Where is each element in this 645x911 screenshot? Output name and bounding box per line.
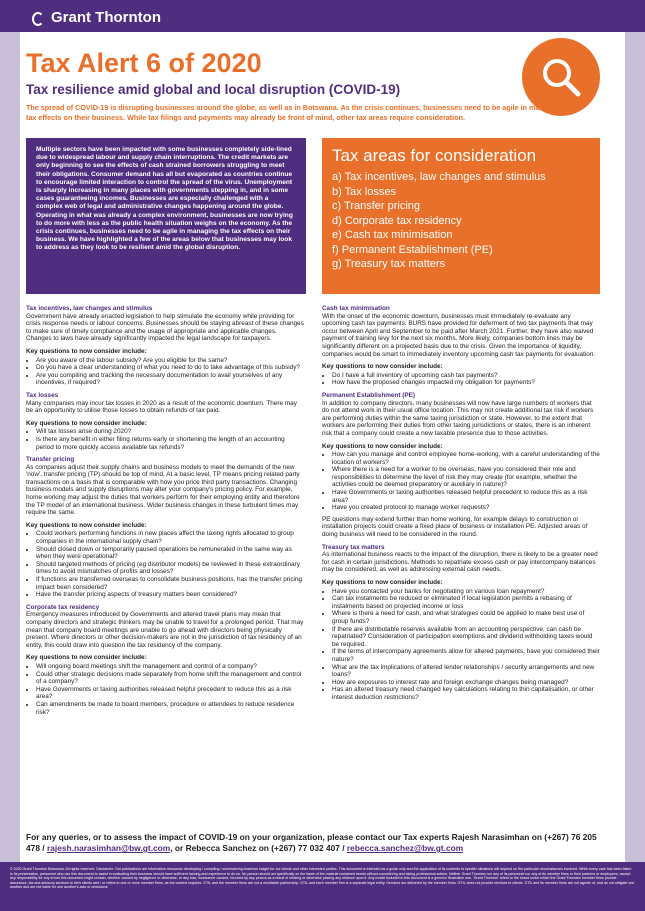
question-list [26,357,304,387]
tax-areas-box [322,138,600,294]
key-questions-label: Key questions to now consider include: [322,363,443,371]
section-text: PE questions may extend further than home working, for example delays to construction or installation projects could create a fixed place of business or installation PE. Adjusted areas of doing business will need to be considered in the round. [322,515,588,539]
question-item: • Should closed down or temporarily paused operations be remunerated in the same way as when they were operational? [36,546,304,561]
question-list [322,451,600,512]
question-item: • Where is there a need for cash, and what strategies could be applied to make best use of group funds? [332,610,600,625]
question-item: • Have you contacted your banks for negotiating on various loan repayment? [332,588,600,596]
section-heading: Cash tax minimisation [322,305,390,312]
question-item: • How can you manage and control employee home-working, with a careful understanding of the location of workers? [332,451,600,466]
section-text: Government have already enacted legislation to help stimulate the economy while providing for crisis response needs or labour concerns. Businesses should be staying abreast of these changes to make sure of timely compliance and the usage of appropriate and applicable changes. Changes to laws have already significantly impacted the legal landscape for taxpayers. [26,312,304,343]
overview-box [26,138,306,294]
tax-area-item: g) Treasury tax matters [332,258,446,270]
question-item: • How are exposures to interest rate and foreign exchange changes being managed? [332,679,600,687]
key-questions-label: Key questions to now consider include: [26,521,147,529]
right-border [625,32,645,862]
tax-area-item: d) Corporate tax residency [332,214,462,227]
tax-area-item: a) Tax incentives, law changes and stimulus [332,171,546,183]
magnifier-icon [537,53,585,101]
question-item: • If there are distributable reserves available from an accounting perspective, can cash be repatriated? Consideration of participation exemptions and dividend withholding taxes would be required. [332,626,600,649]
question-item: • Can amendments be made to board members, procedure or attendees to reduce residence risk? [36,701,304,716]
question-item: • Have Governments or taxing authorities released helpful precedent to reduce this as a risk area? [36,686,304,701]
question-list [322,588,600,702]
question-item: • Could workers performing functions in new places affect the taxing rights allocated to group companies in the international supply chain? [36,530,304,545]
overview-text: Multiple sectors have been impacted with some businesses completely side-lined due to widespread labour and supply chain interruptions. The credit markets are only beginning to see the effects of cash strained borrowers struggling to meet their obligations. Consumer demand has all but evaporated as countries continue to encourage limited interaction to control the spread of the virus. Unemployment is sharply increasing in many places with governments stepping in, and in some cases guaranteeing incomes. Businesses are especially challenged with a complex web of legal and administrative changes happening around the globe. Operating in what was already a complex environment, businesses are now trying to do more with less as the public health situation weighs on the economy. As the crisis continues, businesses need to be agile in managing the tax effects on their business. We have highlighted a few of the areas below that businesses may look to address as they look to be resilient amid the global disruption. [36,146,293,252]
contact-line [26,832,606,854]
tax-area-item: b) Tax losses [332,185,396,198]
right-column [322,300,600,702]
question-item: • Should targeted methods of pricing (eg distributor models) be reviewed in these extraordinary times to avoid mismatches of profits and losses? [36,561,304,576]
section-text: In addition to company directors, many businesses will now have large numbers of workers that do not attend work in their usual office location. This may not create additional tax risk if workers are performing duties within the same taxing jurisdiction or state. However, to the extent that workers are performing their duties from other taxing jurisdictions or states, there is an inherent risk that a company could create a new taxable presence due to those activities. [322,399,594,437]
question-item: • Do I have a full inventory of upcoming cash tax payments? [332,372,600,380]
question-item: • Do you have a clear understanding of what you need to do to take advantage of this subsidy? [36,364,304,372]
contact-text: , or Rebecca Sanchez on (+267) 77 032 407 / [170,843,347,853]
tax-area-item: c) Transfer pricing [332,200,421,212]
section-heading: Corporate tax residency [26,603,100,611]
tax-areas-list [322,170,600,272]
question-list [26,530,304,598]
key-questions-label: Key questions to now consider include: [322,442,443,450]
section-text: Many companies may incur tax losses in 2020 as a result of the economic downturn. There may be an opportunity to utilise those losses to obtain refunds of tax paid. [26,399,297,415]
left-border [0,32,20,862]
question-item: • Could other strategic decisions made separately from home shift the management and control of a company? [36,671,304,686]
question-item: • How have the proposed changes impacted my obligation for payments? [332,379,600,387]
key-questions-label: Key questions to now consider include: [26,419,147,427]
question-item: • Will ongoing board meetings shift the management and control of a company? [36,663,304,671]
question-item: • Have Governments or taxing authorities released helpful precedent to reduce this as a risk area? [332,489,600,504]
tax-areas-heading: Tax areas for consideration [332,146,537,165]
key-questions-label: Key questions to now consider include: [26,654,147,662]
tax-area-item: f) Permanent Establishment (PE) [332,243,493,256]
section-text: Emergency measures introduced by Governments and altered travel plans may mean that company directors and strategic thinkers may be unable to travel for a prolonged period. That may mean that company board meetings are unable to go ahead with directors being physically present. Where directors or other decision-makers are not in the jurisdiction of tax residency of an entity, this could draw into question the tax residency of the company. [26,611,304,649]
top-banner [0,0,645,32]
key-questions-label: Key questions to now consider include: [26,347,147,355]
question-item: • Has an altered treasury need changed key calculations relating to thin capitalisation, or other interest deduction restrictions? [332,686,600,701]
brand-name: Grant Thornton [51,8,161,26]
question-item: • Have you created protocol to manage worker requests? [332,504,600,512]
section-heading: Tax incentives, law changes and stimulus [26,305,153,312]
email-link-rebecca[interactable]: rebecca.sanchez@bw.gt.com [346,843,464,853]
page-title: Tax Alert 6 of 2020 [26,48,262,78]
question-item: • Are you aware of the labour subsidy? Are you eligible for the same? [36,357,304,365]
section-text: With the onset of the economic downturn, businesses must immediately re-evaluate any upcoming cash tax payments. BURS have provided for deferment of two tax payments that may occur between April and September to be paid after March 2021. Further, they have also waived payment of training levy for the next six months. More likely, companies bottom lines may be significantly different on a projected basis due to the crisis. Given the importance of liquidity, companies would be smart to immediately inventory upcoming cash tax payments for evaluation. [322,312,596,358]
question-item: • Is there any benefit in either filing returns early or shortening the length of an accounting period to more quickly access available tax refunds? [36,436,304,451]
question-list [322,372,600,387]
question-list [26,428,304,451]
section-text: As companies adjust their supply chains and business models to meet the demands of the new 'now', transfer pricing (TP) should be top of mind. At a basic level, TP means pricing related party transactions on a basis that is comparable with how you price third party transactions. Changing business models and supply disruptions may alter your company's pricing policy. For example, home working may adjust the duties that workers perform for their employing entity and therefore the TP model of an international business. Wider business changes in these turbulent times may require the same. [26,463,300,517]
question-item: • If functions are transferred overseas to consolidate business positions, has the transfer pricing impact been considered? [36,576,304,591]
question-item: • If the terms of intercompany agreements allow for altered payments, have you considered their nature? [332,648,600,663]
section-heading: Treasury tax matters [322,543,385,551]
page-subtitle: Tax resilience amid global and local disruption (COVID-19) [26,82,401,97]
contact-text: For any queries, or to assess the impact of COVID-19 on your organization, please contact our Tax experts Rajesh Narasimhan on (+267) 76 205 478 / [26,832,597,853]
email-link-rajesh[interactable]: rajesh.narasimhan@bw.gt.com [46,843,171,853]
key-questions-label: Key questions to now consider include: [322,579,443,586]
tax-area-item: e) Cash tax minimisation [332,229,453,241]
section-heading: Permanent Establishment (PE) [322,391,416,399]
question-item: • What are the tax implications of altered lender relationships / security arrangements and new loans? [332,664,600,679]
left-column [26,300,304,716]
question-item: • Will tax losses arise during 2020? [36,428,304,436]
question-item: • Where there is a need for a worker to be overseas, have you considered their role and responsibilities to determine the level of risk they may create (for example, whether the activities could be deemed preparatory or auxiliary in nature)? [332,466,600,489]
logo-icon [26,7,46,27]
intro-paragraph: The spread of COVID-19 is disrupting businesses around the globe, as well as in Botswana. As the crisis continues, businesses need to be agile in managing the tax effects on their business. While tax filings and payments may already be front of mind, other tax areas require consideration. [26,103,576,122]
question-item: • Can tax instalments be reduced or eliminated if local legislation permits a rebasing of instalments based on projected income or loss [332,595,600,610]
section-heading: Tax losses [26,391,59,399]
section-heading: Transfer pricing [26,456,75,464]
question-item: • Have the transfer pricing aspects of treasury matters been considered? [36,591,304,599]
grant-thornton-logo [26,6,161,28]
footer-disclaimer [0,862,645,911]
question-list [26,663,304,716]
question-item: • Are you compiling and tracking the necessary documentation to avail yourselves of any incentives, if required? [36,372,304,387]
disclaimer-text: © 2020 Grant Thornton Botswana. All rights reserved. Disclaimer: Our publications are information resources developing / compiling / summarizing business insight for our clients and other interested parties. This document is intended as a guide only and the application of its contents to specific situations will depend on the particular circumstances involved. While every care has been taken in its presentation, personnel who use this document to assist in evaluating their business should have sufficient training and experience to do so. No person should act specifically on the basis of the material contained herein without considering and taking professional advice. Neither Grant Thornton nor any of its personnel nor any of its member firms or their partners or employees, accept any responsibility for any errors this document might contain, whether caused by negligence or otherwise, or any loss, howsoever caused, incurred by any person as a result of utilising or otherwise placing any reliance upon it. Any model included in this document is a generic/ illustrative one. 'Grant Thornton' refers to the brand under which the Grant Thornton member firms provide assurance, tax and advisory services to their clients and / or refers to one or more member firms, as the context requires. GTIL and the member firms are not a worldwide partnership. GTIL and each member firm is a separate legal entity. Services are delivered by the member firms. GTIL does not provide services to clients. GTIL and its member firms are not agents of, and do not obligate one another and are not liable for one another's acts or omissions. [10,867,635,890]
section-text: As international business reacts to the impact of the disruption, there is likely to be a greater need for cash in certain jurisdictions. Methods to repatriate excess cash or pay intercompany balances may be considered, as well as addressing external cash needs. [322,551,598,574]
